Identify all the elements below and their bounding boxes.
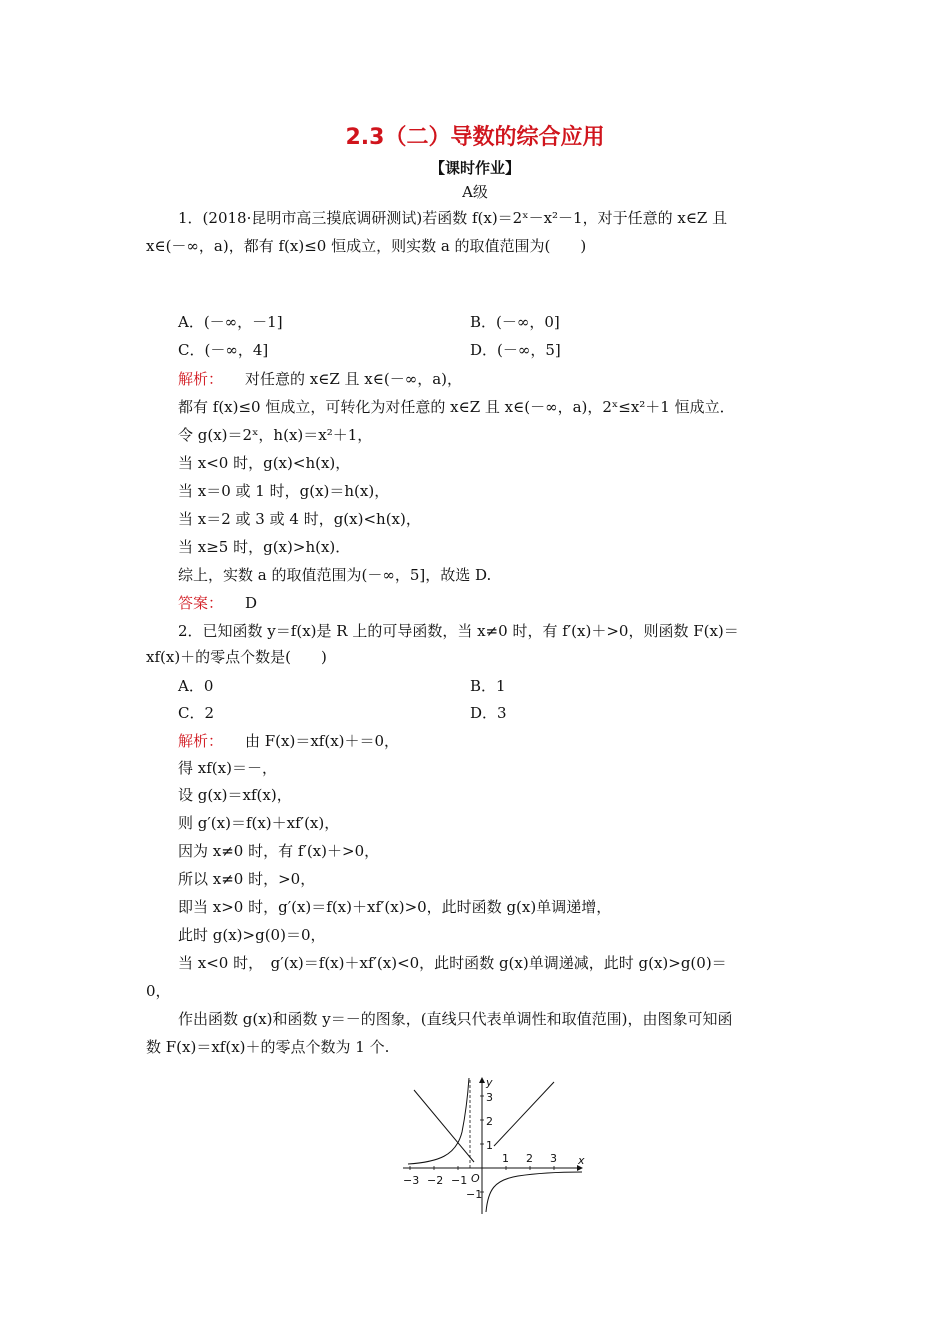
graph-line-right [494,1082,554,1146]
q1-answer-label: 答案： [178,594,224,612]
q2-analysis-line: 0， [146,982,171,1000]
q2-analysis-line: 得 xf(x)＝－， [178,759,277,777]
homework-label: 【课时作业】 [429,159,520,177]
y-tick-label: 2 [486,1115,493,1128]
q2-analysis-line: 当 x<0 时， g′(x)＝f(x)＋xf′(x)<0，此时函数 g(x)单调递减，此时 g(x)>g(0)＝ [178,954,727,972]
q1-analysis-line: 当 x＝0 或 1 时，g(x)＝h(x)， [178,482,390,500]
graph-line-left [414,1090,474,1162]
q2-option-c: C．2 [178,704,215,722]
x-tick-label: −3 [403,1174,420,1187]
q2-analysis-line: 所以 x≠0 时，>0， [178,870,316,888]
x-axis-label: x [578,1154,585,1167]
q1-answer-value: D [245,594,258,612]
q1-analysis-line: 当 x＝2 或 3 或 4 时，g(x)<h(x)， [178,510,421,528]
q2-analysis-line: 作出函数 g(x)和函数 y＝－的图象，(直线只代表单调性和取值范围)，由图象可知函 [178,1010,733,1028]
q2-analysis-line: 则 g′(x)＝f(x)＋xf′(x)， [178,814,340,832]
x-tick-label: 1 [502,1152,509,1165]
q1-analysis-line: 令 g(x)＝2ˣ，h(x)＝x²＋1， [178,426,373,444]
q2-analysis-line: 数 F(x)＝xf(x)＋的零点个数为 1 个. [146,1038,390,1056]
y-tick-label: 1 [486,1139,493,1152]
graph-curve-right [486,1172,582,1212]
x-tick-label: 2 [526,1152,533,1165]
graph-curve-left [408,1078,469,1164]
q2-analysis-line: 设 g(x)＝xf(x)， [178,786,292,804]
y-tick-label: −1 [466,1188,483,1201]
q1-option-d: D．(－∞，5] [470,341,561,359]
q1-option-c: C．(－∞，4] [178,341,269,359]
q1-stem-line-1: 1．(2018·昆明市高三摸底调研测试)若函数 f(x)＝2ˣ－x²－1，对于任意的 x∈Z 且 [178,209,728,227]
q2-option-d: D．3 [470,704,507,722]
page-title: 2.3（二）导数的综合应用 [345,125,605,150]
origin-label: O [471,1172,480,1185]
x-tick-label: −2 [427,1174,444,1187]
q2-analysis-line: 由 F(x)＝xf(x)＋＝0， [245,732,400,750]
q2-option-a: A．0 [178,677,214,695]
q2-analysis-line: 此时 g(x)>g(0)＝0， [178,926,326,944]
y-tick-label: 3 [486,1091,493,1104]
q2-option-b: B．1 [470,677,506,695]
q1-analysis-line: 当 x<0 时，g(x)<h(x)， [178,454,351,472]
x-tick-label: −1 [451,1174,468,1187]
q2-analysis-line: 因为 x≠0 时，有 f′(x)＋>0， [178,842,380,860]
function-graph [398,1072,588,1217]
q1-analysis-label: 解析： [178,370,224,388]
x-tick-label: 3 [550,1152,557,1165]
q1-stem-line-2: x∈(－∞，a)，都有 f(x)≤0 恒成立，则实数 a 的取值范围为( ) [146,237,587,255]
q1-analysis-line: 对任意的 x∈Z 且 x∈(－∞，a)， [245,370,462,388]
q1-option-a: A．(－∞，－1] [178,313,283,331]
q1-option-b: B．(－∞，0] [470,313,560,331]
q1-analysis-line: 当 x≥5 时，g(x)>h(x)． [178,538,351,556]
level-label: A级 [462,183,488,201]
q1-analysis-line: 综上，实数 a 的取值范围为(－∞，5]，故选 D. [178,566,492,584]
q2-stem-line-2: xf(x)＋的零点个数是( ) [146,648,327,666]
q1-analysis-line: 都有 f(x)≤0 恒成立，可转化为对任意的 x∈Z 且 x∈(－∞，a)，2ˣ≤x²＋1 恒成立． [178,398,735,416]
q2-analysis-label: 解析： [178,732,224,750]
y-axis-label: y [486,1076,493,1089]
q2-stem-line-1: 2．已知函数 y＝f(x)是 R 上的可导函数，当 x≠0 时，有 f′(x)＋>0，则函数 F(x)＝ [178,622,739,640]
q2-analysis-line: 即当 x>0 时，g′(x)＝f(x)＋xf′(x)>0，此时函数 g(x)单调递增， [178,898,612,916]
